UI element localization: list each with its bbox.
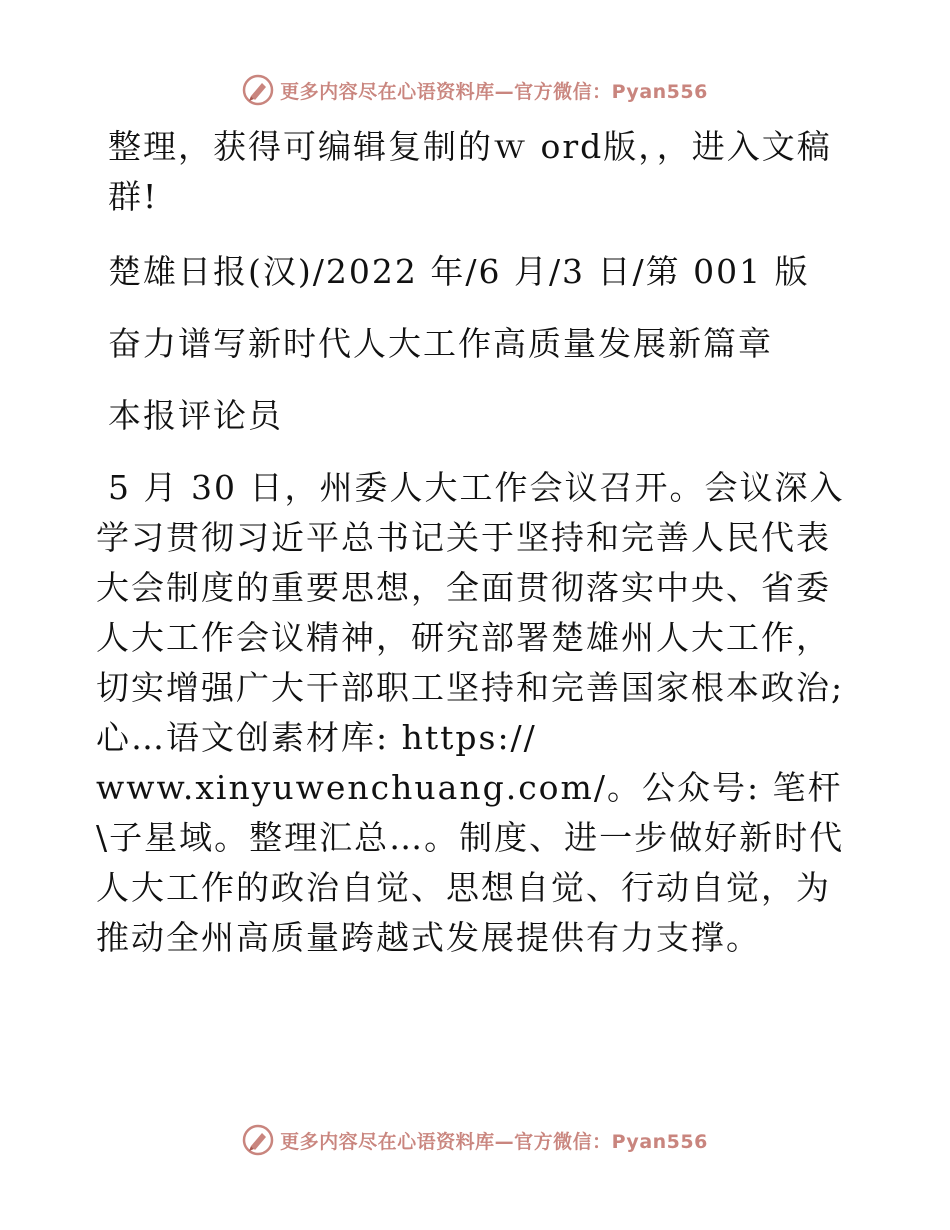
headline: 奋力谱写新时代人大工作高质量发展新篇章 [108, 324, 773, 363]
header-watermark [0, 70, 950, 110]
document-body [96, 122, 856, 963]
byline: 本报评论员 [108, 396, 283, 435]
url-paragraph: www.xinyuwenchuang.com/。公众号: 笔杆\子星域。整理汇总…。制度、进一步做好新时代人大工作的政治自觉、思想自觉、行动自觉，为推动全州高质量跨越式发展提供有力支撑。 [96, 768, 845, 957]
source-line: 楚雄日报(汉)/2022 年/6 月/3 日/第 001 版 [108, 252, 810, 291]
footer-watermark [0, 1120, 950, 1160]
watermark-text: 更多内容尽在心语资料库—官方微信：Pyan556 [280, 80, 708, 103]
pen-logo-icon [242, 1124, 274, 1156]
body-paragraph: 5 月 30 日，州委人大工作会议召开。会议深入学习贯彻习近平总书记关于坚持和完善人民代表大会制度的重要思想，全面贯彻落实中央、省委人大工作会议精神，研究部署楚雄州人大工作，切实增强广大干部职工坚持和完善国家根本政治;心…语文创素材库: https:// [96, 468, 845, 757]
pen-logo-icon [242, 74, 274, 106]
watermark-text: 更多内容尽在心语资料库—官方微信：Pyan556 [280, 1130, 708, 1153]
intro-paragraph: 整理，获得可编辑复制的ｗ ord版，，进入文稿群! [108, 127, 832, 216]
